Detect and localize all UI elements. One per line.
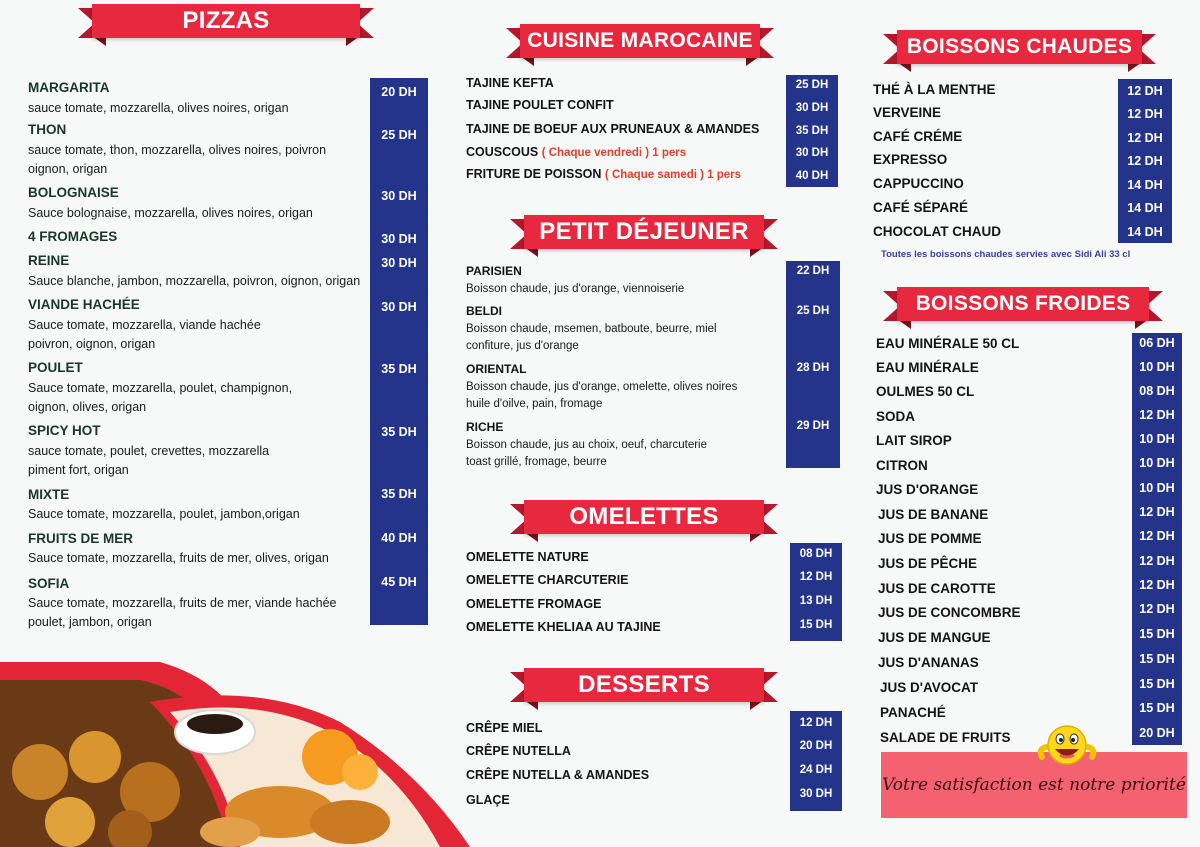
smiley-icon — [1036, 723, 1098, 773]
item-desc: oignon, olives, origan — [28, 400, 147, 414]
food-photo-image — [0, 662, 470, 847]
banner-petit-dejeuner — [524, 215, 764, 261]
hot-drinks-note: Toutes les boissons chaudes servies avec Sidi Ali 33 cl — [881, 249, 1131, 260]
item-name: JUS DE CAROTTE — [878, 581, 996, 596]
item-name: JUS D'ORANGE — [876, 482, 979, 497]
item-desc: Sauce tomate, mozzarella, viande hachée — [28, 318, 261, 332]
item-name: CRÊPE NUTELLA & AMANDES — [466, 768, 650, 782]
section-title-pizzas: PIZZAS — [92, 4, 360, 38]
price: 20 DH — [1139, 726, 1175, 740]
banner-boissons-chaudes — [897, 30, 1142, 76]
item-name: GLAÇE — [466, 793, 510, 807]
item-name: CRÊPE NUTELLA — [466, 744, 571, 758]
item-name: SOFIA — [28, 576, 70, 591]
item-name: RICHE — [466, 420, 504, 434]
price: 15 DH — [1139, 701, 1175, 715]
price: 35 DH — [795, 125, 829, 137]
section-title-petit-dejeuner: PETIT DÉJEUNER — [524, 215, 764, 249]
item-desc: huile d'oilve, pain, fromage — [466, 398, 603, 410]
item-note: ( Chaque samedi ) 1 pers — [604, 169, 742, 181]
price-column-cuisine — [786, 75, 838, 187]
item-name: OMELETTE NATURE — [466, 550, 589, 564]
item-desc: oignon, origan — [28, 162, 108, 176]
price: 08 DH — [1139, 384, 1175, 398]
item-name: BELDI — [466, 304, 502, 318]
item-name: JUS DE CONCOMBRE — [878, 605, 1021, 620]
price: 14 DH — [1127, 225, 1163, 239]
price: 30 DH — [795, 147, 829, 159]
price: 12 DH — [1139, 554, 1175, 568]
item-desc: poulet, jambon, origan — [28, 615, 152, 629]
item-name: EXPRESSO — [873, 152, 948, 167]
item-desc: sauce tomate, thon, mozzarella, olives noires, poivron — [28, 143, 327, 157]
price: 12 DH — [1139, 578, 1175, 592]
item-name: MIXTE — [28, 487, 70, 502]
price: 12 DH — [1127, 131, 1163, 145]
price: 10 DH — [1139, 456, 1175, 470]
item-name: TAJINE DE BOEUF AUX PRUNEAUX & AMANDES — [466, 122, 760, 136]
item-name: ORIENTAL — [466, 362, 527, 376]
item-name: CHOCOLAT CHAUD — [873, 224, 1001, 239]
item-name: TAJINE POULET CONFIT — [466, 98, 614, 112]
price: 15 DH — [1139, 627, 1175, 641]
price-column-desserts — [790, 711, 842, 811]
section-title-cuisine: CUISINE MAROCAINE — [520, 24, 760, 58]
price: 13 DH — [799, 595, 833, 607]
item-desc: Sauce tomate, mozzarella, fruits de mer, viande hachée — [28, 596, 337, 610]
price: 30 DH — [381, 189, 417, 203]
item-name: JUS D'ANANAS — [878, 655, 979, 670]
item-desc: Boisson chaude, msemen, batboute, beurre, miel — [466, 323, 717, 335]
item-name: CAPPUCCINO — [873, 176, 964, 191]
item-desc: Boisson chaude, jus d'orange, viennoiserie — [466, 283, 685, 295]
item-name-text: FRITURE DE POISSON — [466, 167, 602, 181]
item-desc: toast grillé, fromage, beurre — [466, 456, 607, 468]
price: 22 DH — [796, 265, 830, 277]
item-name: CAFÉ SÉPARÉ — [873, 200, 969, 215]
item-desc: Sauce tomate, mozzarella, fruits de mer, olives, origan — [28, 551, 329, 565]
item-desc: sauce tomate, poulet, crevettes, mozzarella — [28, 444, 270, 458]
item-desc: piment fort, origan — [28, 463, 129, 477]
item-desc: Sauce bolognaise, mozzarella, olives noires, origan — [28, 206, 313, 220]
section-title-desserts: DESSERTS — [524, 668, 764, 702]
price: 30 DH — [381, 300, 417, 314]
item-desc: sauce tomate, mozzarella, olives noires, origan — [28, 101, 289, 115]
price: 15 DH — [1139, 677, 1175, 691]
price: 10 DH — [1139, 481, 1175, 495]
item-name: THÉ À LA MENTHE — [873, 82, 996, 97]
price: 35 DH — [381, 425, 417, 439]
item-name: POULET — [28, 360, 83, 375]
item-name-text: COUSCOUS — [466, 145, 539, 159]
price: 14 DH — [1127, 178, 1163, 192]
price: 08 DH — [799, 548, 833, 560]
item-desc: Boisson chaude, jus au choix, oeuf, charcuterie — [466, 439, 708, 451]
item-name: SODA — [876, 409, 916, 424]
item-name: SPICY HOT — [28, 423, 101, 438]
item-name: EAU MINÉRALE 50 CL — [876, 336, 1020, 351]
item-name: JUS DE POMME — [878, 531, 982, 546]
item-name: FRUITS DE MER — [28, 531, 134, 546]
price: 40 DH — [381, 531, 417, 545]
banner-desserts — [524, 668, 764, 714]
price: 30 DH — [799, 788, 833, 800]
item-name: CAFÉ CRÉME — [873, 129, 963, 144]
price: 20 DH — [381, 85, 417, 99]
item-name — [466, 167, 741, 181]
item-name: JUS D'AVOCAT — [880, 680, 978, 695]
slogan-banner — [881, 752, 1187, 818]
item-name: MARGARITA — [28, 80, 110, 95]
item-name: PANACHÉ — [880, 705, 946, 720]
item-desc: Sauce blanche, jambon, mozzarella, poivron, oignon, origan — [28, 274, 361, 288]
item-name: SALADE DE FRUITS — [880, 730, 1011, 745]
price: 35 DH — [381, 487, 417, 501]
price: 12 DH — [1127, 84, 1163, 98]
price-column-omelettes — [790, 543, 842, 641]
item-name: CRÊPE MIEL — [466, 721, 543, 735]
section-title-boissons-chaudes: BOISSONS CHAUDES — [897, 30, 1142, 64]
price: 30 DH — [795, 102, 829, 114]
item-name: BOLOGNAISE — [28, 185, 119, 200]
price: 29 DH — [796, 420, 830, 432]
item-name: TAJINE KEFTA — [466, 76, 554, 90]
item-name: EAU MINÉRALE — [876, 360, 979, 375]
price-column-boissons-froides — [1132, 333, 1182, 745]
banner-boissons-froides — [897, 287, 1149, 333]
item-desc: confiture, jus d'orange — [466, 340, 579, 352]
price: 40 DH — [795, 170, 829, 182]
item-desc: Boisson chaude, jus d'orange, omelette, olives noires — [466, 381, 738, 393]
item-name: 4 FROMAGES — [28, 229, 118, 244]
price: 30 DH — [381, 256, 417, 270]
item-note: ( Chaque vendredi ) 1 pers — [541, 147, 687, 159]
price: 30 DH — [381, 232, 417, 246]
slogan-text: Votre satisfaction est notre priorité — [882, 775, 1186, 795]
price: 28 DH — [796, 362, 830, 374]
price: 25 DH — [796, 305, 830, 317]
price: 06 DH — [1139, 336, 1175, 350]
price: 14 DH — [1127, 201, 1163, 215]
price: 15 DH — [1139, 652, 1175, 666]
price: 10 DH — [1139, 432, 1175, 446]
price: 12 DH — [1127, 107, 1163, 121]
price-column-petit-dejeuner — [786, 261, 840, 468]
item-name: OULMES 50 CL — [876, 384, 975, 399]
item-name: OMELETTE CHARCUTERIE — [466, 573, 629, 587]
item-name: VIANDE HACHÉE — [28, 297, 140, 312]
item-name: JUS DE PÊCHE — [878, 556, 978, 571]
item-name — [466, 145, 686, 159]
item-name: PARISIEN — [466, 264, 522, 278]
item-desc: Sauce tomate, mozzarella, poulet, jambon,origan — [28, 507, 300, 521]
item-name: OMELETTE KHELIAA AU TAJINE — [466, 620, 661, 634]
price: 12 DH — [1139, 529, 1175, 543]
banner-omelettes — [524, 500, 764, 546]
item-name: THON — [28, 122, 67, 137]
price-column-pizzas — [370, 78, 428, 625]
section-title-boissons-froides: BOISSONS FROIDES — [897, 287, 1149, 321]
price: 45 DH — [381, 575, 417, 589]
price: 12 DH — [799, 717, 833, 729]
price: 25 DH — [381, 128, 417, 142]
price: 12 DH — [1139, 408, 1175, 422]
price-column-boissons-chaudes — [1118, 79, 1172, 243]
price: 35 DH — [381, 362, 417, 376]
price: 12 DH — [799, 571, 833, 583]
banner-cuisine — [520, 24, 760, 70]
section-title-omelettes: OMELETTES — [524, 500, 764, 534]
item-name: JUS DE MANGUE — [878, 630, 991, 645]
price: 10 DH — [1139, 360, 1175, 374]
item-name: JUS DE BANANE — [878, 507, 989, 522]
price: 12 DH — [1139, 505, 1175, 519]
item-name: CITRON — [876, 458, 928, 473]
banner-pizzas — [92, 4, 360, 50]
item-name: VERVEINE — [873, 105, 942, 120]
item-desc: poivron, oignon, origan — [28, 337, 156, 351]
price: 24 DH — [799, 764, 833, 776]
item-name: LAIT SIROP — [876, 433, 952, 448]
price: 12 DH — [1127, 154, 1163, 168]
price: 15 DH — [799, 619, 833, 631]
item-name: REINE — [28, 253, 70, 268]
item-desc: Sauce tomate, mozzarella, poulet, champignon, — [28, 381, 293, 395]
price: 12 DH — [1139, 602, 1175, 616]
item-name: OMELETTE FROMAGE — [466, 597, 602, 611]
price: 20 DH — [799, 740, 833, 752]
price: 25 DH — [795, 79, 829, 91]
